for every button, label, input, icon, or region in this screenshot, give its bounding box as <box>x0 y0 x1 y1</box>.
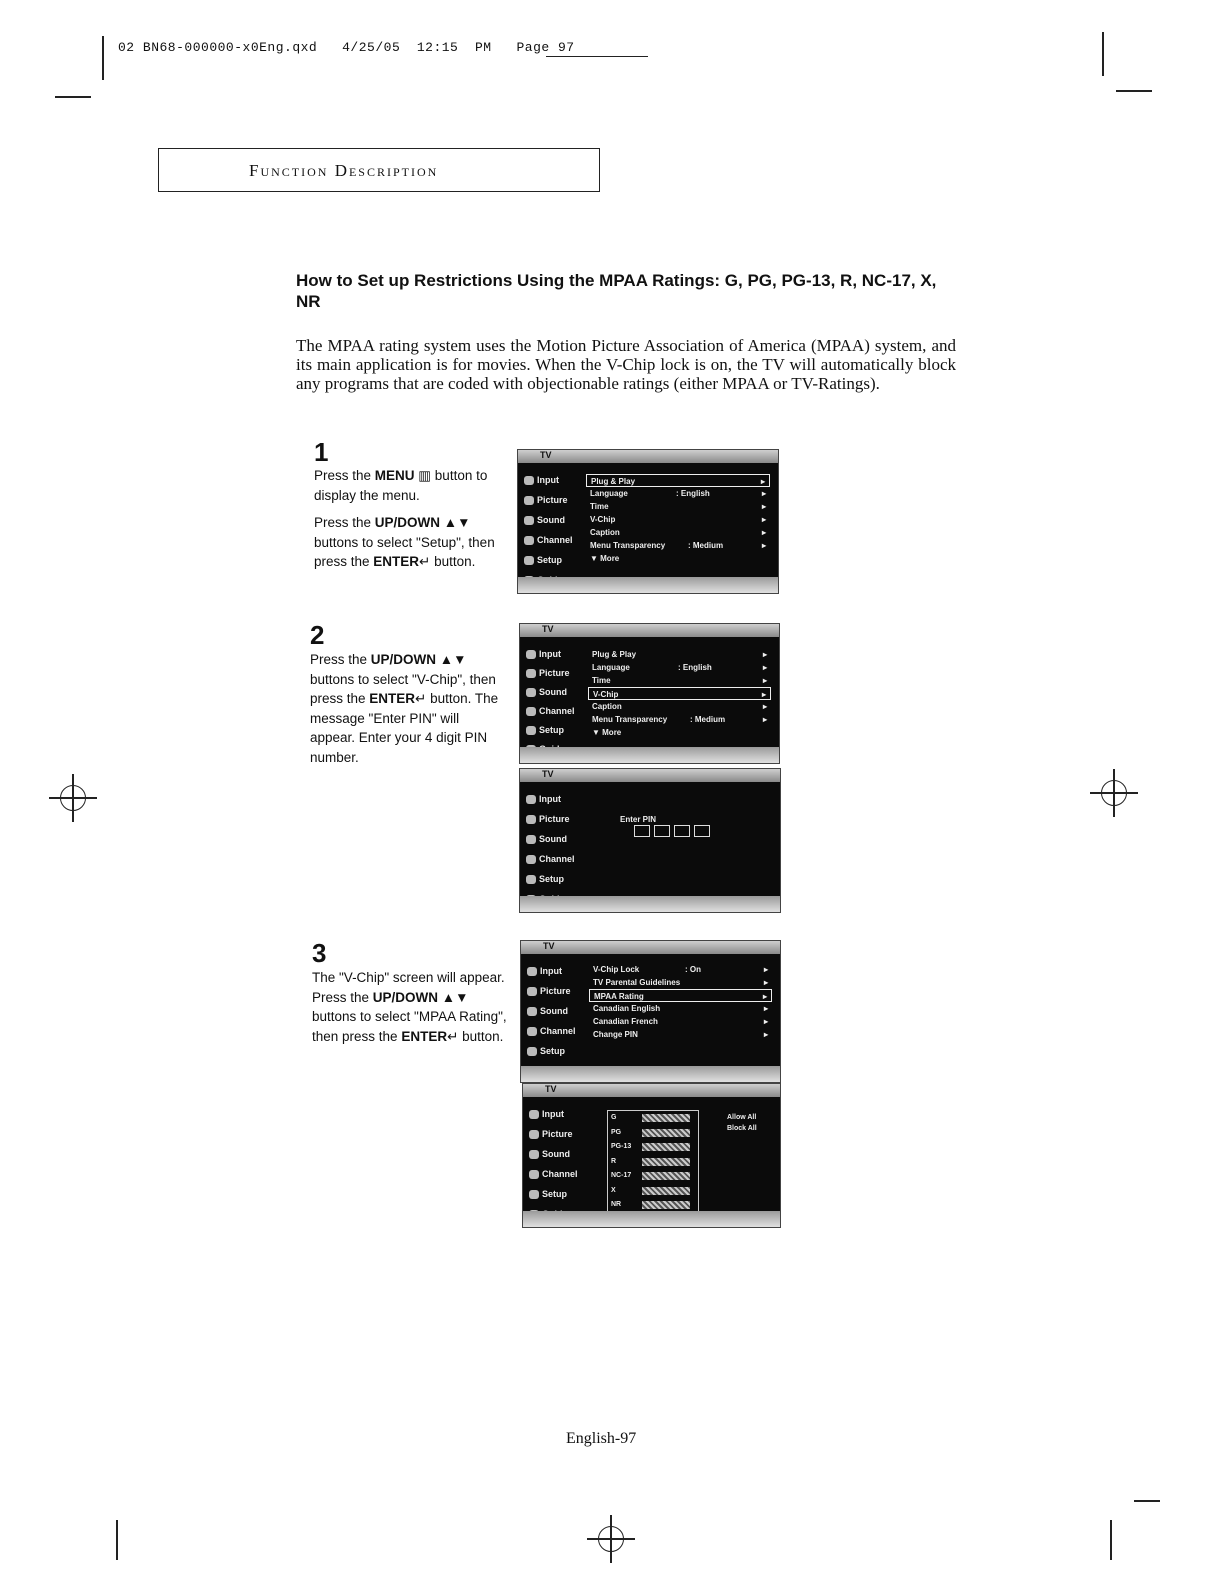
section-title: Function Description <box>249 161 439 180</box>
tv-item <box>588 713 771 726</box>
enter-icon: ↵ <box>447 1028 463 1044</box>
tv-item-label: V-Chip <box>590 515 616 524</box>
tv-bottom-bar <box>520 747 779 763</box>
text: Press the <box>314 515 375 530</box>
tv-item-label: Caption <box>592 702 622 711</box>
tv-item-value: : On <box>685 965 701 974</box>
arrow-right-icon: ▸ <box>763 978 768 987</box>
side-item: Sound <box>526 687 567 697</box>
lock-indicator <box>642 1187 690 1195</box>
side-item: Picture <box>529 1129 573 1139</box>
text: buttons to select "MPAA Rating", then press the <box>312 1009 507 1044</box>
tv-title-bar <box>523 1084 780 1097</box>
rating-row <box>608 1111 698 1126</box>
crop-mark <box>102 36 104 80</box>
side-item: Picture <box>526 668 570 678</box>
lock-indicator <box>642 1114 690 1122</box>
tv-setup-list <box>588 648 771 739</box>
arrow-right-icon: ▸ <box>763 1017 768 1026</box>
rating-label: NC-17 <box>611 1172 632 1179</box>
pin-digit-box <box>674 825 690 837</box>
tv-item-value: : English <box>676 489 710 498</box>
crop-mark <box>1110 1520 1112 1560</box>
mpaa-options <box>727 1112 757 1134</box>
tv-bottom-bar <box>518 577 778 593</box>
tv-item-label: Menu Transparency <box>590 541 666 550</box>
tv-item <box>588 661 771 674</box>
tv-item-label: Language <box>590 489 628 498</box>
block-all-option: Block All <box>727 1125 757 1132</box>
side-item: Input <box>524 475 559 485</box>
section-title-box <box>158 148 600 192</box>
arrow-right-icon: ▸ <box>761 690 766 699</box>
pin-digit-box <box>634 825 650 837</box>
tv-screen-setup-1 <box>517 449 779 594</box>
menu-button-label: MENU <box>374 468 415 483</box>
lock-indicator <box>642 1201 690 1209</box>
menu-icon: ▥ <box>414 468 432 483</box>
side-item: Channel <box>527 1026 576 1036</box>
tv-item <box>589 1002 772 1015</box>
tv-side-menu <box>518 463 578 577</box>
side-item: Input <box>526 794 561 804</box>
tv-side-menu <box>523 1097 583 1211</box>
tv-item-label: TV Parental Guidelines <box>593 978 681 987</box>
side-item: Input <box>526 649 561 659</box>
tv-item-label: Canadian French <box>593 1017 658 1026</box>
updown-button-label: UP/DOWN ▲▼ <box>374 515 471 530</box>
enter-icon: ↵ <box>419 554 435 569</box>
tv-item-label: Canadian English <box>593 1004 661 1013</box>
tv-item-label: Plug & Play <box>592 650 637 659</box>
tv-side-menu <box>520 637 580 747</box>
text: buttons to select "Setup", then press the <box>314 534 495 569</box>
enter-button-label: ENTER <box>373 554 420 569</box>
arrow-right-icon: ▸ <box>761 489 766 498</box>
tv-item-label: V-Chip <box>593 690 619 699</box>
lock-indicator <box>642 1158 690 1166</box>
tv-item-label: Time <box>590 502 609 511</box>
arrow-right-icon: ▸ <box>762 992 767 1001</box>
enter-button-label: ENTER <box>369 691 416 706</box>
side-item: Sound <box>526 834 567 844</box>
rating-label: X <box>611 1186 616 1194</box>
step-2-text <box>310 650 506 767</box>
step-1-paragraph-2 <box>314 513 508 572</box>
side-item: Picture <box>524 495 568 505</box>
arrow-right-icon: ▸ <box>762 702 767 711</box>
tv-item <box>588 700 771 713</box>
tv-side-menu <box>520 782 580 896</box>
enter-icon: ↵ <box>415 691 431 706</box>
step-1-paragraph-1 <box>314 466 508 505</box>
tv-item-label: V-Chip Lock <box>593 965 640 974</box>
tv-title: TV <box>542 769 554 779</box>
tv-screen-enter-pin <box>519 768 781 913</box>
tv-item <box>589 1028 772 1041</box>
step-2-number: 2 <box>310 620 325 650</box>
arrow-right-icon: ▸ <box>761 528 766 537</box>
step-1-text <box>314 466 508 572</box>
tv-item <box>588 687 771 700</box>
arrow-right-icon: ▸ <box>762 715 767 724</box>
side-item: Setup <box>526 725 564 735</box>
rating-label: G <box>611 1114 617 1121</box>
tv-item <box>589 1015 772 1028</box>
side-item: Picture <box>527 986 571 996</box>
side-item: Setup <box>524 555 562 565</box>
allow-all-option: Allow All <box>727 1114 757 1121</box>
tv-item-label: Language <box>592 663 630 672</box>
tv-item-label: Caption <box>590 528 620 537</box>
rating-label: PG <box>611 1128 622 1136</box>
tv-item <box>586 487 770 500</box>
registration-mark <box>1101 780 1127 806</box>
rating-row <box>608 1155 698 1170</box>
text: button. <box>434 554 476 569</box>
tv-screen-mpaa <box>522 1083 781 1228</box>
tv-title: TV <box>540 450 552 460</box>
tv-item <box>586 552 770 565</box>
tv-side-menu <box>521 954 581 1066</box>
file-header: 02 BN68-000000-x0Eng.qxd 4/25/05 12:15 PM Page 97 <box>118 40 575 55</box>
crop-mark <box>546 56 648 57</box>
tv-item-label: Change PIN <box>593 1030 638 1039</box>
crop-mark <box>1134 1500 1160 1502</box>
side-item: Channel <box>526 854 575 864</box>
text: button. The message "Enter PIN" will appear. Enter your 4 digit PIN number. <box>310 691 499 765</box>
tv-screen-setup-2 <box>519 623 780 764</box>
tv-title-bar <box>521 941 780 954</box>
arrow-right-icon: ▸ <box>761 515 766 524</box>
rating-row <box>608 1169 698 1184</box>
side-item: Channel <box>524 535 573 545</box>
step-3-text <box>312 968 512 1046</box>
arrow-right-icon: ▸ <box>762 650 767 659</box>
tv-item <box>586 500 770 513</box>
side-item: Input <box>529 1109 564 1119</box>
crop-mark <box>1102 32 1104 76</box>
rating-row <box>608 1184 698 1199</box>
rating-row <box>608 1126 698 1141</box>
tv-item-label: Menu Transparency <box>592 715 668 724</box>
tv-item-value: : Medium <box>690 715 726 724</box>
text: Press the <box>314 468 375 483</box>
arrow-right-icon: ▸ <box>760 477 765 486</box>
side-item: Picture <box>526 814 570 824</box>
tv-item-label: Time <box>592 676 611 685</box>
crop-mark <box>55 96 91 98</box>
text: Press the <box>310 652 371 667</box>
tv-item <box>589 976 772 989</box>
tv-bottom-bar <box>521 1066 780 1082</box>
crop-mark <box>116 1520 118 1560</box>
arrow-right-icon: ▸ <box>763 1004 768 1013</box>
enter-button-label: ENTER <box>401 1028 448 1044</box>
enter-pin-label: Enter PIN <box>620 815 657 824</box>
side-item: Sound <box>524 515 565 525</box>
tv-title: TV <box>545 1084 557 1094</box>
side-item: Sound <box>529 1149 570 1159</box>
page-number: English-97 <box>566 1430 637 1447</box>
step-1-number: 1 <box>314 437 329 467</box>
arrow-right-icon: ▸ <box>761 541 766 550</box>
tv-item <box>588 648 771 661</box>
step-3-number: 3 <box>312 938 327 968</box>
registration-mark <box>60 785 86 811</box>
rating-label: NR <box>611 1201 622 1208</box>
tv-item-label: ▼ More <box>592 728 622 737</box>
tv-item <box>589 963 772 976</box>
tv-title: TV <box>542 624 554 634</box>
tv-item-label: ▼ More <box>590 554 620 563</box>
tv-vchip-list <box>589 963 772 1041</box>
text: The "V-Chip" screen will appear. Press the <box>312 970 505 1005</box>
tv-screen-vchip <box>520 940 781 1083</box>
tv-bottom-bar <box>520 896 780 912</box>
side-item: Channel <box>526 706 575 716</box>
side-item: Setup <box>526 874 564 884</box>
rating-label: PG-13 <box>611 1143 632 1150</box>
lock-indicator <box>642 1129 690 1137</box>
updown-button-label: UP/DOWN ▲▼ <box>370 652 467 667</box>
side-item: Setup <box>527 1046 565 1056</box>
text: buttons to select "V-Chip", then press the <box>310 671 496 706</box>
registration-mark <box>598 1526 624 1552</box>
side-item: Channel <box>529 1169 578 1179</box>
tv-item <box>586 513 770 526</box>
arrow-right-icon: ▸ <box>762 676 767 685</box>
arrow-right-icon: ▸ <box>763 965 768 974</box>
tv-item-label: Plug & Play <box>591 477 636 486</box>
tv-item <box>588 674 771 687</box>
pin-digit-box <box>694 825 710 837</box>
tv-item <box>588 726 771 739</box>
tv-item-label: MPAA Rating <box>594 992 644 1001</box>
arrow-right-icon: ▸ <box>763 1030 768 1039</box>
tv-setup-list <box>586 474 770 565</box>
tv-item <box>586 539 770 552</box>
crop-mark <box>1116 90 1152 92</box>
side-item: Setup <box>529 1189 567 1199</box>
tv-item-value: : Medium <box>688 541 724 550</box>
rating-label: R <box>611 1157 617 1165</box>
pin-digit-box <box>654 825 670 837</box>
tv-bottom-bar <box>523 1211 780 1227</box>
arrow-right-icon: ▸ <box>762 663 767 672</box>
text: button. <box>462 1028 504 1044</box>
tv-title: TV <box>543 941 555 951</box>
tv-item <box>586 526 770 539</box>
lock-indicator <box>642 1172 690 1180</box>
tv-title-bar <box>520 624 779 637</box>
tv-item <box>586 474 770 487</box>
tv-item <box>589 989 772 1002</box>
text: button to display the menu. <box>314 468 488 503</box>
lock-indicator <box>642 1143 690 1151</box>
tv-title-bar <box>518 450 778 463</box>
rating-row <box>608 1140 698 1155</box>
updown-button-label: UP/DOWN ▲▼ <box>372 989 469 1005</box>
side-item: Sound <box>527 1006 568 1016</box>
intro-paragraph: The MPAA rating system uses the Motion Picture Association of America (MPAA) system, and its main application is for movies. When the V-Chip lock is on, the TV will automatically block any programs that are coded with objectionable ratings (either MPAA or TV-Ratings). <box>296 336 956 393</box>
tv-title-bar <box>520 769 780 782</box>
side-item: Input <box>527 966 562 976</box>
arrow-right-icon: ▸ <box>761 502 766 511</box>
tv-item-value: : English <box>678 663 712 672</box>
page-heading: How to Set up Restrictions Using the MPAA Ratings: G, PG, PG-13, R, NC-17, X, NR <box>296 271 937 311</box>
